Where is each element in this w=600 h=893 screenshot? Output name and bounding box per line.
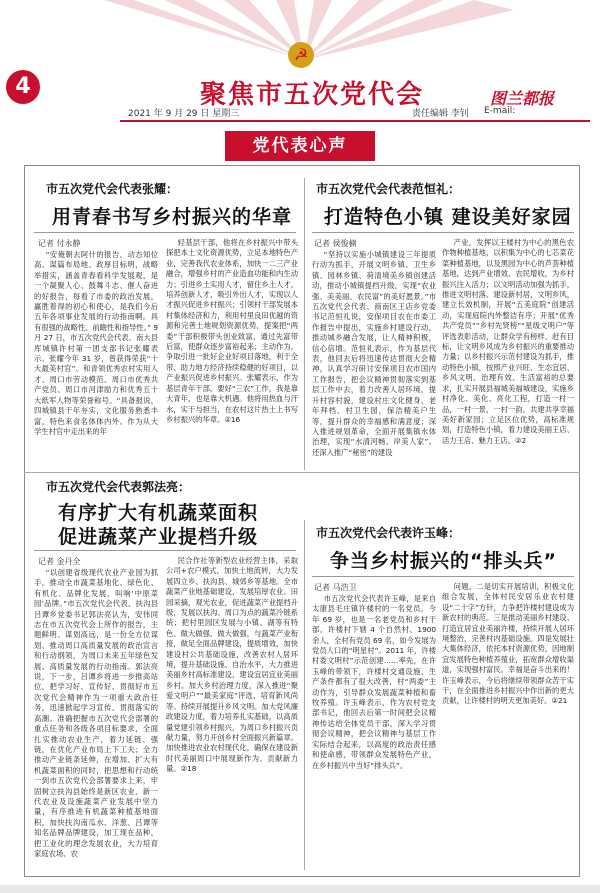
page-number-badge: 4 bbox=[6, 70, 40, 104]
article-3-kicker: 市五次党代会代表郭法亮： bbox=[46, 480, 191, 494]
section-title: 聚焦市五次党代会 bbox=[200, 80, 425, 110]
article-1-paragraph: “安俺朝去阿什的报告，动态知位高、谋篇布局地、政厚目标明，战略举措实，涵盖青春看科学发展观，是一个凝聚人心、鼓舞斗志、催人奋进的好报告，每看了市委的政治发展，赢胜着得的初心和使心，是我们今后五年各项事业发展的行动指南啊。具有很强的战略性、前瞻性和指导性。” 9 月 27 日，市五次党代会代表、南大县库城镇许村第一团支部书记张耀表示。张耀今年 31 岁，曾获得荣获“十大最美村官”、和青领优秀农村实用人才、周口市劳动模范、周口市优秀共产党员、周口市河津励力和优秀五十大纸军人物等荣誉称号。“具备报说，四城镇县干年夯实，文化服务熟悉丰富，特色来食名体体内外。作为从大学生村官中走出来的年 bbox=[34, 250, 158, 436]
party-emblem-icon: ☭ bbox=[288, 42, 314, 68]
article-2-kicker: 市五次党代会代表范恒礼： bbox=[316, 182, 461, 196]
article-2-paragraph: “坚持以实施小城镇建设三年提质行动为抓手，开展文明乡镇、卫生乡镇、园林乡镇、荷清境美乡镇创建活动，推动小城镇提档升级，实现“农业强、美美丽、农民富”的美好愿景。”市五次党代会代表、商南区王店乡党委书记范恒礼说，安保项目农在市委工作报告中提出，实施乡村建设行动，推动城乡融合发展，让人精神积极，信心倍增。范恒礼表示，作为基层代表，他回去后将迅速传达贯彻大会精神，认真学习研讨安保项目农市国内工作报告，把会议精神贯彻落实到基层工作中去，着力改善人居环境，提升村容村貌，建设村庄文化健身、老年拜档、村卫生园，保洁精美户生等，提升群众的幸福感和满意度；深入推进规划革命，全面开展集镇水体治理，实现“水清河畅、岸美人家”。还深入推广“秘密”的建设 bbox=[312, 250, 436, 457]
article-1-paragraph: 轻基层干部，他将在乡村振兴中带头探把本土文化资源优势，立足本地特色产业，完善我代农业体系，加快一二三产业融合，增强乡村的产业造血功能和内生动力；引进乡土实用人才，留住乡土人才，培养创新人才，吸引外出人才，实现以人才振兴促进乡村振兴；引领村干部发展本村集体经济和力，利用村里良田优越的资源和完善土地规划资源优势，提案把“两委”干部积极带头创业致富，通过先富带后富，使群众逐步富裕起来；主动作为，争取引进一批好企业好项目落地，利于全带、助力地方经济持续稳健的好项目，以产业振兴促进乡村振兴。张耀表示，作为基层青年干部，要好“三农”工作，我是靠大青年，也是靠大机遇。他将用热血与汗水，实干与担当，在农村这片热土上书写乡村振兴的华章。②16 bbox=[166, 238, 298, 424]
article-2-headline: 打造特色小镇 建设美好家园 bbox=[324, 206, 572, 228]
article-1-body-col-1 bbox=[34, 250, 158, 464]
article-2-head-rule bbox=[312, 232, 574, 233]
publication-date: 2021 年 9 月 29 日 星期三 bbox=[128, 109, 240, 119]
article-3-paragraph: “以创建省级现代农业产业园为抓手，推动全市蔬菜基地化、绿色化、有机化、品牌化发展，叫响‘中原菜园’品牌。”市五次党代会代表、扶沟县吕谭乡党委书记郭法亮认为，安伟同志在市五次党代会上所作的报告，主题鲜明、谋划高远，是一份全方位谋划、推动周口高质量发展的政治宣言和行动纲领，为周口未来五年绿色发展、高质量发展的行动指南。郭法亮说，下一步，吕谭乡将进一步推高站位，把学习好、宣传好、贯彻好市五次党代会精神作为一项重大政治任务，迅速掀起学习宣传、贯彻落实的高潮。准确把握市五次党代会部署的重点任务和各级各项目标要求，全面扎实推动农业生产，着力延链、强链，在优化产业布局上下工夫；全力推动产业链条延伸，在增加、扩大有机蔬菜面积的同时，把思想和行动统一到市五次党代会部署要求上来，牢固树立扶沟县始终是新区农业、新一代农业及设施蔬菜产业发展中坚力量，有序推进有机蔬菜种植基地面积，加快扶沟南瓜水、洋葱、吕谭等知名品牌品牌建设，加工现在品种，把工业化的理念发展农业，大力培育家庭农场、农 bbox=[34, 568, 158, 858]
column-banner: 党代表心声 bbox=[225, 131, 375, 161]
masthead bbox=[0, 0, 600, 128]
article-2-body-col-1 bbox=[312, 250, 436, 464]
responsible-editor: 责任编辑 李钊 bbox=[412, 109, 469, 119]
article-3-body-col-1 bbox=[34, 568, 158, 868]
article-4-paragraph: 市五次党代会代表许玉峰，是来自太康县毛庄镇许楼村的一名党员，今年 69 岁，也是一名老党员和乡村干部。许楼村下辖 4 个自然村、1900 余人，全村有党员 69 名，如今发展为党员人口的“明星村”。2011 年，许楼村委文明村”示范创建……率先，在许玉峰的带领下，许楼村交通设施、生产条件都有了很大改善，村“两委”主动作为，引导群众发展蔬菜种植和畜牧养殖。许玉峰表示，作为农村党支部书记，他回去后第一时间把会议精神传达给全体党员干部，深入学习贯彻会议精神，把会议精神与基层工作实际结合起来，以高度的政治责任感和使命感，带领群众发展特色产业，在乡村振兴中当好“排头兵”。 bbox=[312, 594, 436, 770]
article-2-body-col-2 bbox=[442, 238, 574, 464]
article-3-head-rule bbox=[34, 550, 296, 551]
section-divider bbox=[24, 472, 580, 473]
article-4-kicker: 市五次党代会代表许玉峰： bbox=[316, 526, 461, 540]
article-1-byline: 记者 付永静 bbox=[38, 239, 81, 248]
article-4-byline: 记者 马浩卫 bbox=[314, 583, 357, 592]
article-4-body-col-2 bbox=[442, 582, 574, 868]
article-3-paragraph: 民合作社等新型农业经营主体，采取公司+农户模式，加快土地流转，大力发展四立乡、扶沟县、城郊乡等基地。全市蔬菜产业地基础建设，发展培厚农业、田园采摘，观光农业，促进蔬菜产业提档升级，发展以扶沟、周口为点的蔬菜冷链系统；把村里园区发展与小镇、湖等有特色、做大做强、做大做强，与蔬菜产业衔接，做足全面品牌建设，提质增效，加快建设村公共基础设施，改善农村人居环境，提升基础设施、自治水平，大力推进美丽乡村高标准建设，建设宜居宜业美丽乡村。加大乡村治理力度，深入推进“聚爱文明户”“最美家庭”评选，培育新风尚等。持续开展提升乡风文明。加大党风廉政建设力度，着力培养扎实基础，以高质量党建引领乡村振兴，为周口乡村振兴贡献力量，努力开创乡村全面振兴新篇章。加快推进农业农村现代化，确保在建设新时代美丽周口中展现新作为、贡献新力量。②18 bbox=[166, 556, 298, 774]
article-4-body-col-1 bbox=[312, 594, 436, 868]
article-3-body-col-2 bbox=[166, 556, 298, 868]
article-3-byline: 记者 金丹全 bbox=[38, 557, 81, 566]
page-footer-strip bbox=[0, 885, 600, 893]
newspaper-logo: 图兰都报 bbox=[490, 89, 555, 108]
column-divider bbox=[304, 178, 305, 470]
article-1-headline: 用青春书写乡村振兴的华章 bbox=[52, 206, 293, 228]
article-1-head-rule bbox=[34, 232, 296, 233]
article-4-headline: 争当乡村振兴的“排头兵” bbox=[330, 550, 557, 572]
article-3-headline-line-2: 促进蔬菜产业提档升级 bbox=[58, 526, 259, 548]
column-divider bbox=[304, 520, 305, 870]
article-1-body-col-2 bbox=[166, 238, 298, 464]
article-4-paragraph: 问题。二是切实开展培训，积极文化组合发展，全体村民安居乐业农村建设“二十字”方针，力争把许楼村建设成为新农村的典范。三是推动美丽乡村建设、打造宜居宜业美丽许楼，持续开展人居环境整治，完善村内基础设施。四是发展壮大集体经济，依托本村资源优势，因地制宜发展特色种植养殖业，拓宽群众增收渠道，实现强村富民。幸福是奋斗出来的！许玉峰表示，今后将继续带领群众苦干实干，在全面推进乡村振兴中作出新的更大贡献，让许楼村的明天更加美好。②21 bbox=[442, 582, 574, 706]
article-4-head-rule bbox=[312, 576, 574, 577]
article-3-headline-line-1: 有序扩大有机蔬菜面积 bbox=[58, 502, 259, 524]
masthead-rule bbox=[120, 120, 590, 122]
article-2-byline: 记者 侯俊楠 bbox=[314, 239, 357, 248]
article-1-kicker: 市五次党代会代表张耀： bbox=[46, 182, 179, 196]
article-2-paragraph: 产业，发挥以王楼村为中心的黑色农作物种植基地，以积集为中心的七芯菜花菜种植基地，以及黑园为中心的芦荟种植基地，达到产业增效、农民增收，为乡村振兴注入活力；以文明活动加强为抓手，推进文明村落、建设新村居，文明乡风，建立长效机制，开展“五美庭院”创建活动，实现庭院内外整洁有序；开展“优秀共产党员”“乡村先贤榜”“星级文明户”等评选表彰活动，让群众学有榜样、赶有目标，让文明乡风成为乡村振兴的重要推动力量；以乡村振兴示范村建设为抓手，推动特色小镇，按照产业兴旺、生态宜居、乡风文明、治理有效、生活富裕的总要求，扎实开展县福城美福城建设，实施乡村净化、美化、亮化工程，打造一村一品，一村一景，一村一韵，共建共享幸福美好新家园；立足区位优势，高标准规划，打造特色小镇，着力建设美丽王店、活力王店、魅力王店。②2 bbox=[442, 238, 574, 445]
editor-email: E-mail: bbox=[484, 106, 516, 116]
